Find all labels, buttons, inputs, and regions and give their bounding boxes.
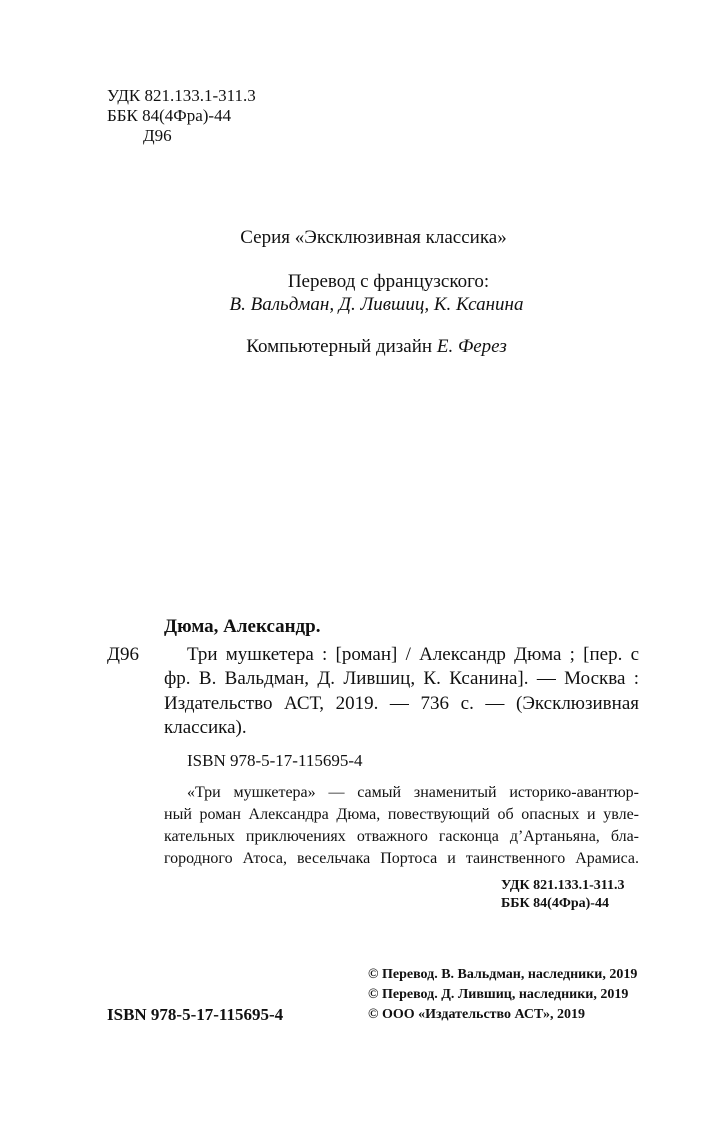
translators: В. Вальдман, Д. Лившиц, К. Ксанина [229,294,524,315]
design-credit [0,335,709,359]
annotation-line: ный роман Александра Дюма, повествующий об опасных и увле- [164,806,639,823]
author-heading: Дюма, Александр. [164,616,321,637]
translation-label: Перевод с французского: [287,271,490,292]
description-line: классика). [164,717,247,738]
description-line: Три мушкетера : [роман] / Александр Дюма ; [пер. с [187,644,639,665]
design-label: Компьютерный дизайн [246,336,433,357]
annotation-line: кательных приключениях отважного гасконца д’Артаньяна, бла- [164,828,639,845]
copyright-line: © ООО «Издательство АСТ», 2019 [368,1007,586,1022]
series-title: Серия «Эксклюзивная классика» [240,227,507,248]
record-isbn: ISBN 978-5-17-115695-4 [187,751,363,770]
udk-record: УДК 821.133.1-311.3 [501,878,625,893]
footer-isbn: ISBN 978-5-17-115695-4 [107,1005,284,1024]
designer-name: Е. Ферез [436,336,507,357]
description-line: фр. В. Вальдман, Д. Лившиц, К. Ксанина]. — Москва : [164,668,639,689]
bbk-record: ББК 84(4Фра)-44 [501,896,609,911]
copyright-line: © Перевод. Д. Лившиц, наследники, 2019 [368,987,629,1002]
author-sign: Д96 [107,644,139,665]
copyright-line: © Перевод. В. Вальдман, наследники, 2019 [368,967,638,982]
annotation-line: «Три мушкетера» — самый знаменитый историко-авантюр- [187,784,639,801]
udk-top: УДК 821.133.1-311.3 [107,86,256,105]
description-line: Издательство АСТ, 2019. — 736 с. — (Эксклюзивная [164,693,639,714]
author-sign-top: Д96 [143,126,172,145]
annotation-line: городного Атоса, весельчака Портоса и таинственного Арамиса. [164,850,639,867]
bbk-top: ББК 84(4Фра)-44 [107,106,232,125]
